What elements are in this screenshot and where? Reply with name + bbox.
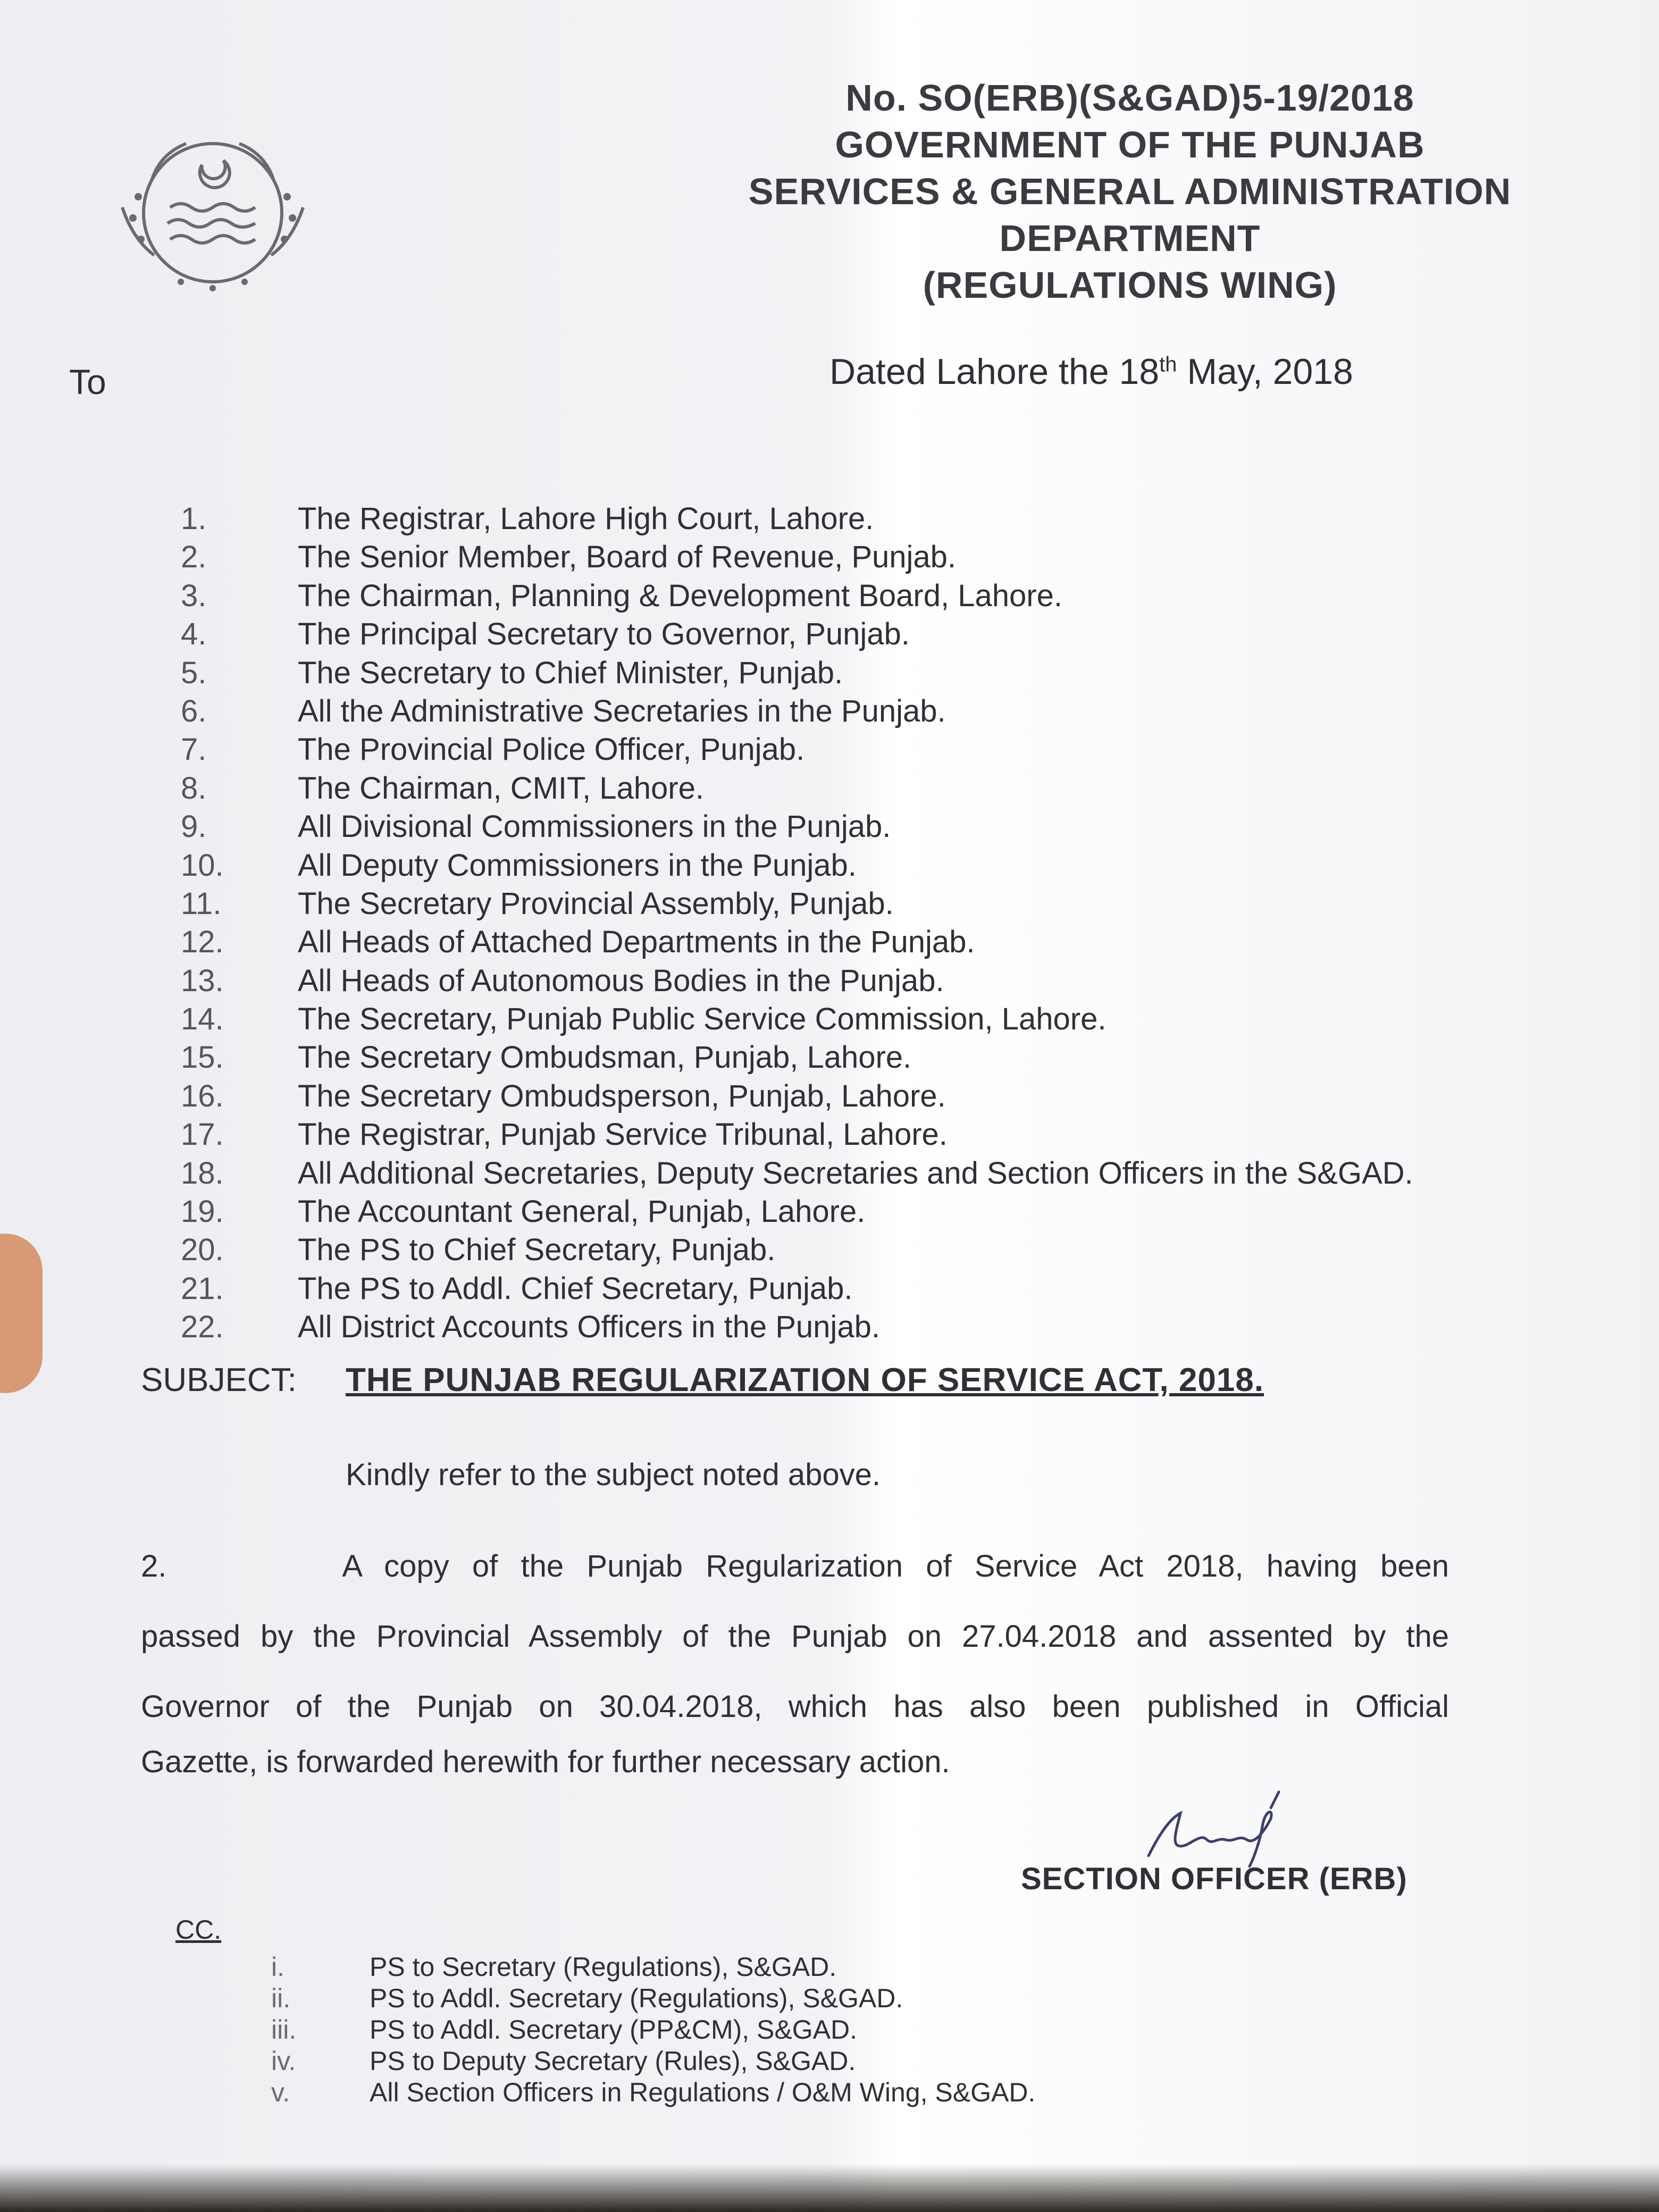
subject-line (141, 1361, 1264, 1399)
list-item (181, 1038, 1542, 1077)
punjab-government-seal-icon (101, 122, 324, 303)
item-text: The PS to Addl. Chief Secretary, Punjab. (298, 1271, 853, 1306)
list-item (181, 1116, 1542, 1154)
list-item (271, 2046, 1335, 2077)
item-number: 11. (181, 886, 222, 921)
item-text: All Heads of Attached Departments in the Punjab. (298, 925, 975, 960)
item-number: v. (271, 2077, 290, 2107)
item-text: The Accountant General, Punjab, Lahore. (298, 1194, 866, 1229)
item-text: The Provincial Police Officer, Punjab. (298, 732, 805, 767)
paragraph-2-line-4: Gazette, is forwarded herewith for further necessary action. (141, 1745, 950, 1779)
item-number: 9. (181, 809, 207, 844)
item-number: 3. (181, 578, 207, 613)
item-text: The Secretary Provincial Assembly, Punjab. (298, 886, 894, 921)
item-number: iv. (271, 2046, 296, 2076)
date-prefix: Dated Lahore the (830, 351, 1109, 392)
item-text: All Section Officers in Regulations / O&M Wing, S&GAD. (370, 2077, 1036, 2107)
list-item (181, 692, 1542, 731)
item-text: The Senior Member, Board of Revenue, Punjab. (298, 540, 957, 575)
reference-number: No. SO(ERB)(S&GAD)5-19/2018 (845, 77, 1414, 119)
item-number: 12. (181, 925, 224, 960)
list-item (181, 1193, 1542, 1231)
item-text: PS to Addl. Secretary (PP&CM), S&GAD. (370, 2015, 857, 2045)
subject-label: SUBJECT: (141, 1362, 297, 1398)
list-item (181, 577, 1542, 615)
item-text: All Deputy Commissioners in the Punjab. (298, 848, 857, 883)
paragraph-2-line-3: Governor of the Punjab on 30.04.2018, which has also been published in Official (141, 1689, 1449, 1724)
item-text: All the Administrative Secretaries in the Punjab. (298, 693, 946, 728)
item-text: All Heads of Autonomous Bodies in the Punjab. (298, 963, 944, 998)
list-item (181, 847, 1542, 885)
department-name-line1: SERVICES & GENERAL ADMINISTRATION (748, 171, 1512, 212)
list-item (181, 1231, 1542, 1269)
item-text: The Secretary Ombudsperson, Punjab, Lahore. (298, 1078, 946, 1113)
photo-bottom-shadow (0, 2164, 1659, 2212)
paragraph-number: 2. (141, 1549, 167, 1583)
list-item (181, 538, 1542, 576)
item-number: 13. (181, 963, 224, 998)
item-text: All Divisional Commissioners in the Punjab. (298, 809, 891, 844)
list-item (181, 1308, 1542, 1346)
list-item (181, 1154, 1542, 1193)
item-number: 4. (181, 617, 207, 652)
item-number: 22. (181, 1310, 224, 1345)
item-number: 17. (181, 1117, 224, 1152)
item-text: The Secretary Ombudsman, Punjab, Lahore. (298, 1040, 912, 1075)
paragraph-2-line-1-text: A copy of the Punjab Regularization of Service Act 2018, having been (342, 1549, 1449, 1583)
government-name: GOVERNMENT OF THE PUNJAB (835, 124, 1425, 165)
to-label: To (69, 362, 106, 401)
item-number: 6. (181, 693, 207, 728)
item-text: The Registrar, Lahore High Court, Lahore. (298, 501, 874, 536)
item-text: The PS to Chief Secretary, Punjab. (298, 1233, 776, 1268)
date-month-year: May, 2018 (1187, 351, 1353, 392)
subject-text: THE PUNJAB REGULARIZATION OF SERVICE ACT, 2018. (346, 1362, 1264, 1398)
cc-list (271, 1951, 1335, 2108)
item-text: PS to Secretary (Regulations), S&GAD. (370, 1952, 837, 1982)
cc-label: CC. (175, 1915, 222, 1945)
item-number: 20. (181, 1233, 224, 1268)
item-text: The Secretary, Punjab Public Service Commission, Lahore. (298, 1002, 1107, 1037)
item-number: 21. (181, 1271, 224, 1306)
item-number: 18. (181, 1155, 224, 1191)
item-number: 19. (181, 1194, 224, 1229)
item-number: iii. (271, 2015, 297, 2045)
item-number: 8. (181, 770, 207, 806)
paragraph-2-line-1 (141, 1531, 1449, 1602)
item-text: PS to Addl. Secretary (Regulations), S&GAD. (370, 1983, 903, 2013)
item-text: The Chairman, CMIT, Lahore. (298, 770, 704, 806)
item-number: 15. (181, 1040, 224, 1075)
thumb-in-photo (0, 1234, 43, 1393)
list-item (181, 962, 1542, 1000)
item-number: 1. (181, 501, 207, 536)
recipient-list (181, 500, 1542, 1347)
list-item (181, 885, 1542, 923)
item-text: The Chairman, Planning & Development Board, Lahore. (298, 578, 1062, 613)
date-suffix: th (1159, 353, 1177, 376)
item-number: ii. (271, 1983, 291, 2013)
list-item (181, 808, 1542, 846)
list-item (181, 654, 1542, 692)
signatory-title: SECTION OFFICER (ERB) (1021, 1862, 1407, 1896)
item-text: The Principal Secretary to Governor, Punjab. (298, 617, 910, 652)
item-number: i. (271, 1952, 284, 1982)
department-name-line2: DEPARTMENT (999, 217, 1261, 259)
list-item (181, 731, 1542, 769)
list-item (181, 615, 1542, 653)
item-text: The Secretary to Chief Minister, Punjab. (298, 655, 843, 690)
list-item (181, 1077, 1542, 1116)
list-item (271, 1951, 1335, 1983)
list-item (271, 2014, 1335, 2046)
item-number: 16. (181, 1078, 224, 1113)
item-text: PS to Deputy Secretary (Rules), S&GAD. (370, 2046, 856, 2076)
list-item (181, 769, 1542, 808)
paragraph-2-line-2: passed by the Provincial Assembly of the Punjab on 27.04.2018 and assented by the (141, 1619, 1449, 1654)
letter-date (830, 351, 1353, 392)
list-item (271, 2077, 1335, 2108)
list-item (271, 1983, 1335, 2014)
letterhead (691, 74, 1569, 308)
item-number: 7. (181, 732, 207, 767)
item-number: 5. (181, 655, 207, 690)
list-item (181, 1000, 1542, 1038)
wing-name: (REGULATIONS WING) (923, 264, 1337, 306)
item-text: All Additional Secretaries, Deputy Secretaries and Section Officers in the S&GAD. (298, 1155, 1413, 1191)
item-text: The Registrar, Punjab Service Tribunal, Lahore. (298, 1117, 948, 1152)
item-number: 2. (181, 540, 207, 575)
date-day: 18 (1119, 351, 1160, 392)
body-paragraph-2 (141, 1531, 1449, 1742)
body-paragraph-1: Kindly refer to the subject noted above. (346, 1457, 881, 1492)
list-item (181, 923, 1542, 961)
item-number: 10. (181, 848, 224, 883)
list-item (181, 500, 1542, 538)
item-text: All District Accounts Officers in the Punjab. (298, 1310, 880, 1345)
list-item (181, 1270, 1542, 1308)
item-number: 14. (181, 1002, 224, 1037)
